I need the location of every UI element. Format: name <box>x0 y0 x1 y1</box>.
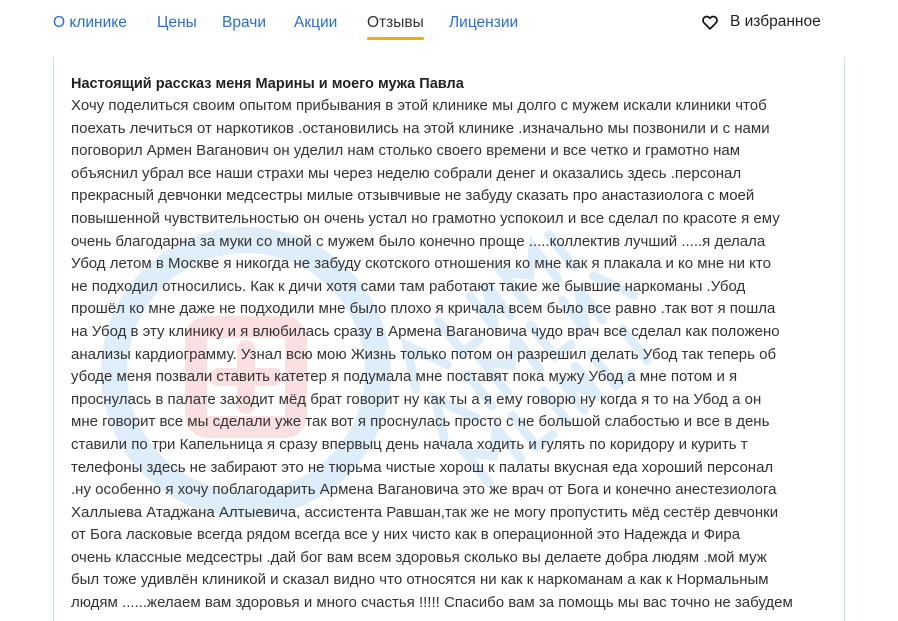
tab-licenses[interactable]: Лицензии <box>449 14 519 31</box>
review-text-line: .ну особенно я хочу поблагодарить Армена Вагановича это же врач от Бога и конечно анестезиолога <box>71 481 777 499</box>
review-text-line: прекрасный девчонки медсестры милые отзывчивые не забуду сказать про анастазиолога с моей <box>71 187 755 205</box>
tab-reviews[interactable]: Отзывы <box>367 14 424 31</box>
review-text-line: убоде меня позвали ставить катетер я подумала мне поставят пока мужу Убод а мне потом и я <box>71 368 738 386</box>
review-title: Настоящий рассказ меня Марины и моего мужа Павла <box>71 76 464 92</box>
tab-prices[interactable]: Цены <box>157 14 197 31</box>
review-text-line: поговорил Армен Ваганович он уделил нам столько своего времени и все четко и грамотно нам <box>71 142 741 160</box>
tab-about-clinic[interactable]: О клинике <box>53 14 127 31</box>
review-text-line: ставили по три Капельница я сразу впервыц день начала ходить и гулять по коридору и курить т <box>71 435 748 453</box>
review-text-line: мне говорит все мы сделали уже так вот я проснулась просто с не большой слабостью и все в день <box>71 413 770 431</box>
review-text-line: объяснил убрал все наши страхи мы через неделю собрали денег и оказались здесь .персонал <box>71 164 742 182</box>
review-text-line: телефоны здесь не забирают это не тюрьма чистые хорош к палаты вкусная еда хороший персонал <box>71 458 774 476</box>
review-text-line: не подходил относились. Как к дичи хотя сами там работают такие же бывшие наркоманы .Убод <box>71 277 746 295</box>
review-text-line: Халлыева Атаджана Алтыевича, ассистента Равшан,так же не могу пропустить мёд сестёр девчонки <box>71 503 779 521</box>
tab-doctors[interactable]: Врачи <box>222 14 266 31</box>
add-to-favorites-label: В избранное <box>730 13 821 30</box>
review-card <box>53 57 845 621</box>
review-text-line: Хочу поделиться своим опытом прибывания в этой клинике мы долго с мужем искали клиники чтоб <box>71 97 767 114</box>
review-text-line: был тоже удивлён клиникой и сказал видно что относятся ни как к наркоманам а как к Нормальным <box>71 571 769 589</box>
review-text-line: повышенной чувствительностью он очень устал но грамотно успокоил и все сделал по красоте я ему <box>71 209 780 227</box>
tab-promotions[interactable]: Акции <box>294 14 338 31</box>
review-text-line: людям ......желаем вам здоровья и много счастья !!!!! Спасибо вам за помощь мы вас точно не забудем <box>71 594 793 612</box>
review-text-line: Убод летом в Москве я никогда не забуду скотского отношения ко мне как я плакала и ко мне ни кто <box>71 255 771 273</box>
review-text <box>71 95 841 615</box>
review-text-line: очень классные медсестры .дай бог вам всем здоровья сколько вы делаете добра людям .мой муж <box>71 548 767 566</box>
heart-icon <box>702 15 718 30</box>
clinic-tabs-nav <box>0 0 898 50</box>
review-text-line: на Убод в эту клинику и я влюбилась сразу в Армена Вагановича чудо врач все сделал как положено <box>71 322 780 340</box>
review-text-line: прошёл ко мне даже не подходили мне было плохо я кричала всем было все равно .так вот я пошла <box>71 300 776 318</box>
review-text-line: от Бога ласковые всегда рядом всегда все у них чисто как в операционной это Надежда и Фира <box>71 526 741 544</box>
review-text-line: очень благодарна за муки со мной с мужем было конечно проще .....коллектив лучший .....я делала <box>71 232 766 250</box>
add-to-favorites-button[interactable] <box>702 13 821 31</box>
review-text-line: анализы кардиограмму. Узнал всю мою Жизнь только потом он разрешил делать Убод так теперь об <box>71 345 777 363</box>
review-text-line: поехать лечиться от наркотиков .остановились на этой клинике .изначально мы позвонили и с нами <box>71 119 770 137</box>
review-text-line: проснулась в палате заходит мёд брат говорит ну как ты а я ему говорю ну когда я то на Убод а он <box>71 390 762 408</box>
